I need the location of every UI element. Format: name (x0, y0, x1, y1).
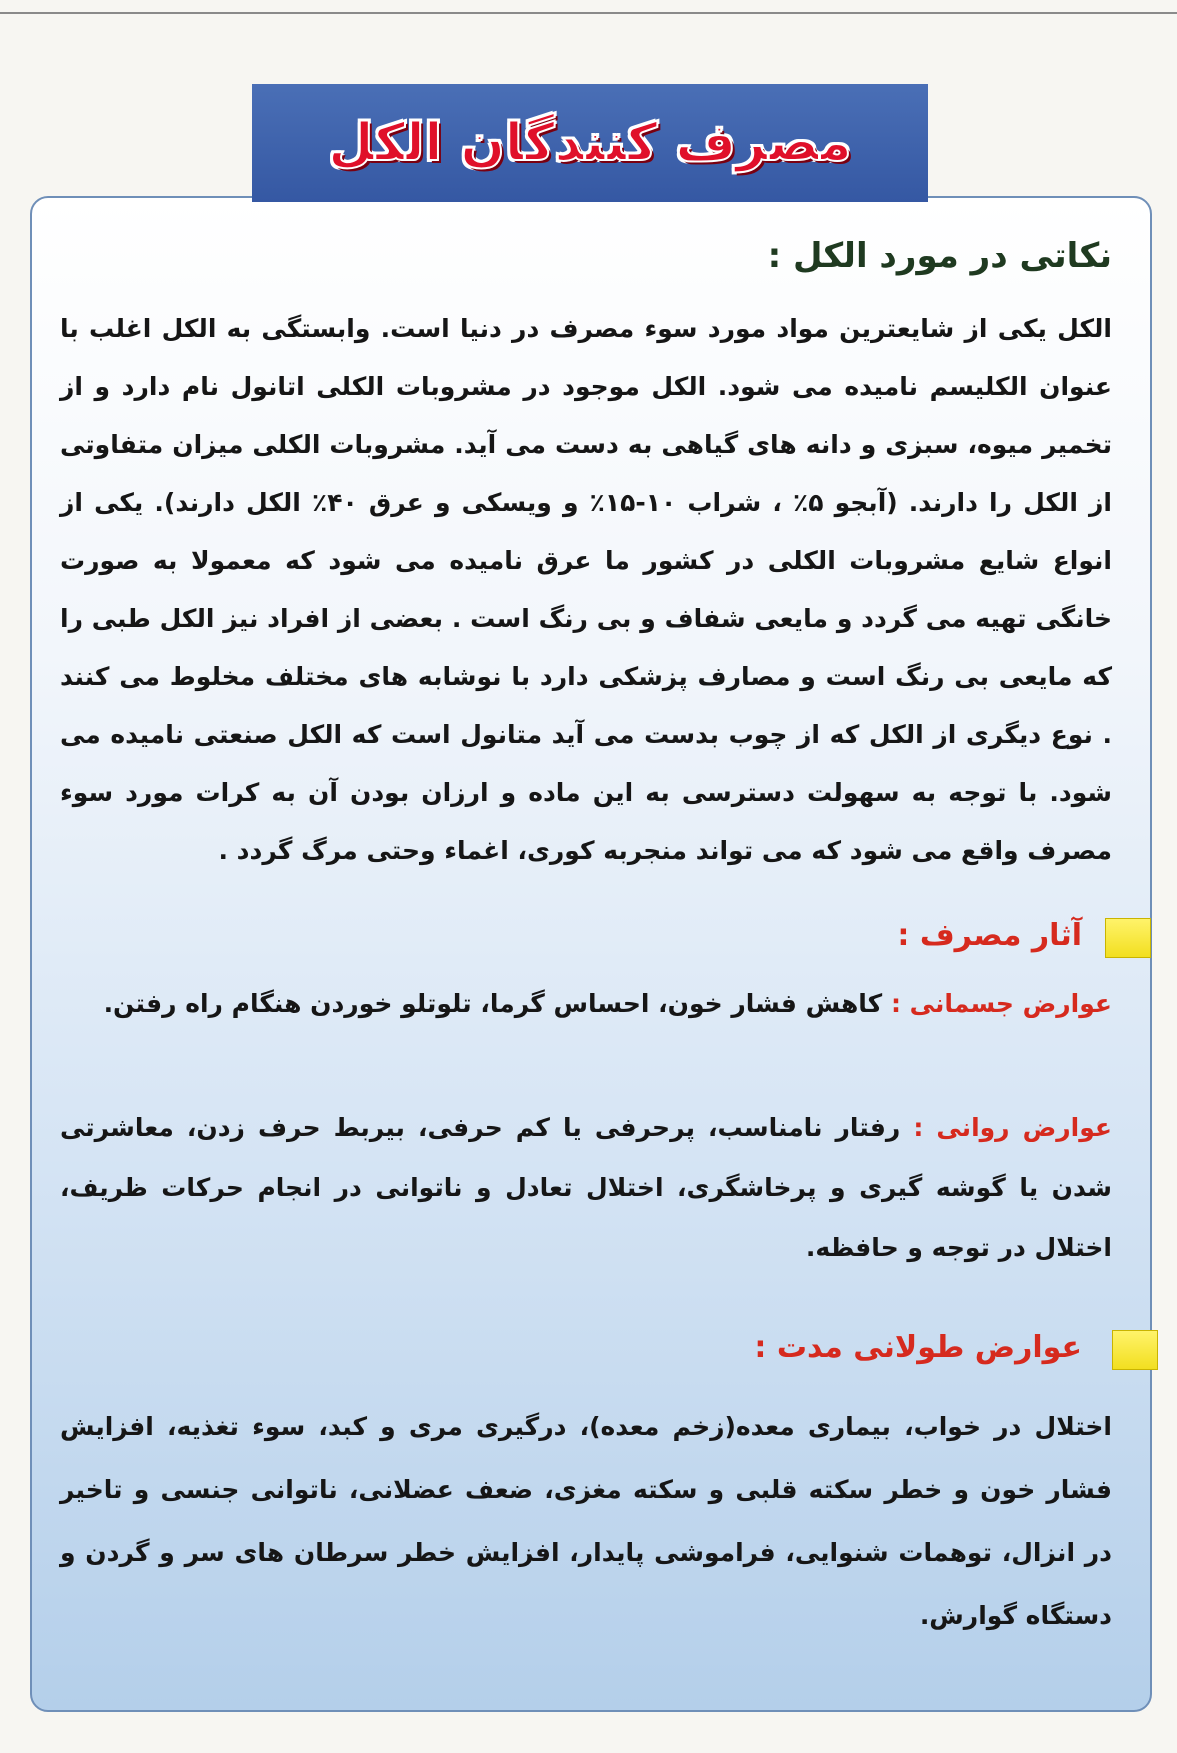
effects-heading: آثار مصرف : (897, 918, 1082, 953)
mental-effects-text: رفتار نامناسب، پرحرفی یا کم حرفی، بیربط حرف زدن، معاشرتی شدن یا گوشه گیری و پرخاشگری، اختلال تعادل و ناتوانی در انجام حرکات ظریف، اختلال در توجه و حافظه. (60, 1113, 1112, 1262)
intro-paragraph: الکل یکی از شایعترین مواد مورد سوء مصرف در دنیا است. وابستگی به الکل اغلب با عنوان الکلیسم نامیده می شود. الکل موجود در مشروبات الکلی اتانول نام دارد و از تخمیر میوه، سبزی و دانه های گیاهی به دست می آید. مشروبات الکلی میزان متفاوتی از الکل را دارند. (آبجو ۵٪ ، شراب ۱۰-۱۵٪ و ویسکی و عرق ۴۰٪ الکل دارند). یکی از انواع شایع مشروبات الکلی در کشور ما عرق نامیده می شود که معمولا به صورت خانگی تهیه می گردد و مایعی شفاف و بی رنگ است . بعضی از افراد نیز الکل طبی را که مایعی بی رنگ است و مصارف پزشکی دارد با نوشابه های مختلف مخلوط می کنند . نوع دیگری از الکل که از چوب بدست می آید متانول است که الکل صنعتی نامیده می شود. با توجه به سهولت دسترسی به این ماده و ارزان بودن آن به کرات مورد سوء مصرف واقع می شود که می تواند منجربه کوری، اغماء وحتی مرگ گردد . (60, 314, 1112, 865)
intro-heading: نکاتی در مورد الکل : (767, 236, 1112, 276)
effects-marker (1105, 918, 1151, 958)
physical-effects (60, 974, 1112, 1034)
mental-effects (60, 1098, 1112, 1278)
physical-effects-text: کاهش فشار خون، احساس گرما، تلوتلو خوردن هنگام راه رفتن. (103, 989, 883, 1018)
long-term-heading: عوارض طولانی مدت : (754, 1330, 1082, 1365)
long-term-paragraph: اختلال در خواب، بیماری معده(زخم معده)، درگیری مری و کبد، سوء تغذیه، افزایش فشار خون و خطر سکته قلبی و سکته مغزی، ضعف عضلانی، ناتوانی جنسی و تاخیر در انزال، توهمات شنوایی، فراموشی پایدار، افزایش خطر سرطان های سر و گردن و دستگاه گوارش. (60, 1412, 1112, 1630)
physical-effects-label: عوارض جسمانی : (890, 989, 1112, 1018)
long-term-marker (1112, 1330, 1158, 1370)
page-title: مصرف کنندگان الکل (328, 113, 852, 173)
top-divider (0, 12, 1177, 14)
mental-effects-label: عوارض روانی : (913, 1113, 1112, 1142)
title-banner (252, 84, 928, 202)
